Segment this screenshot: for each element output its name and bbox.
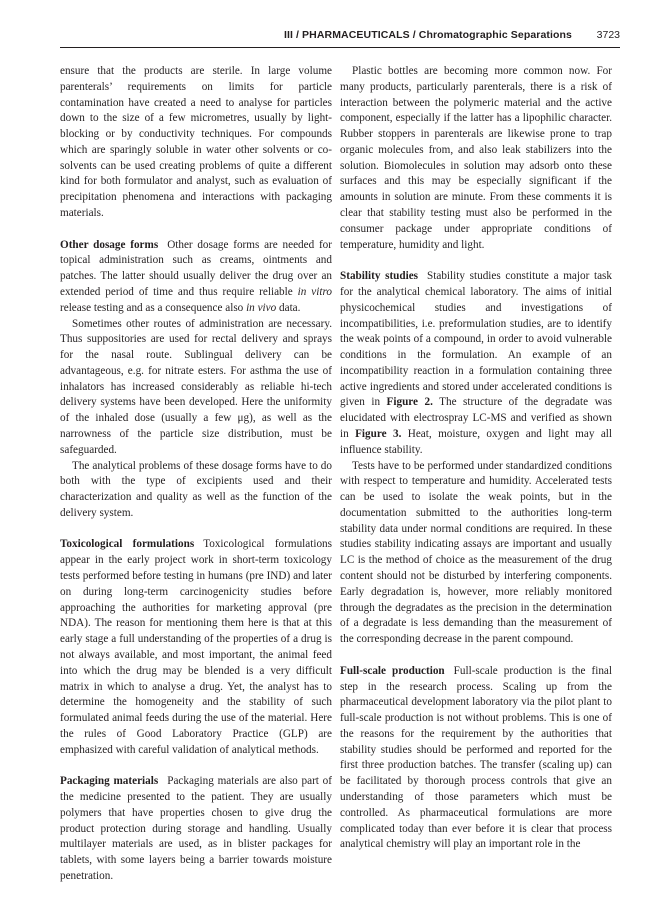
paragraph-packaging-materials: Packaging materials Packaging materials are also part of the medicine presented to the patient. They are usually polymers that have properties chosen to give drug the product protection during storage and handling. Usually multilayer materials are used, as in blister packages for tablets, with some layers being a barrier towards moisture penetration. (60, 775, 332, 882)
figure-3-reference: Figure 3. (355, 427, 402, 440)
right-column (340, 64, 612, 853)
paragraph-analytical-problems: The analytical problems of these dosage forms have to do both with the type of excipients used and their characterization and quality as well as the function of the delivery system. (60, 459, 332, 519)
header-rule (60, 47, 620, 48)
paragraph-routes-of-administration: Sometimes other routes of administration are necessary. Thus suppositories are used for rectal delivery and sprays for the nasal route. Sublingual delivery can be advantageous, e.g. for nitrate esters. For asthma the use of inhalators has increased considerably as reliable hi-tech delivery systems have been developed. Here the uniformity of the inhaled dose (usually a few μg), as well as the narrowness of the particle size distribution, must be safeguarded. (60, 317, 332, 456)
section-heading-stability-studies: Stability studies (340, 270, 419, 283)
paragraph-full-scale-production: Full-scale production Full-scale production is the final step in the research process. Scaling up from the pharmaceutical development laboratory via the pilot plant to full-scale production is not without problems. This is one of the reasons for the requirement by the authorities that stability studies should be performed and reported for the first three production batches. The transfer (scaling up) can be facilitated by thorough process controls that give an understanding of those parameters which must be controlled. As pharmaceutical formulations are more complicated today than ever before it is clear that process analytical chemistry will play an important role in the (340, 664, 612, 851)
paragraph-other-dosage-forms: Other dosage forms Other dosage forms are needed for topical administration such as creams, ointments and patches. The latter should usually deliver the drug over an extended period of time and thus require reliable in vitro release testing and as a consequence also in vivo data. (60, 238, 333, 314)
section-heading-other-dosage-forms: Other dosage forms (60, 238, 159, 251)
paragraph-sterile-products: ensure that the products are sterile. In large volume parenterals’ requirements on limits for particle contamination have created a need to analyse for particles down to the size of a few micrometres, usually by light-blocking or by conductivity techniques. For compounds which are sparingly soluble in water other solvents or co-solvents can be used creating problems of quite a different kind for both formulator and analyst, such as evaluation of precipitation phenomena and interactions with packaging materials. (60, 65, 332, 220)
section-heading-full-scale-production: Full-scale production (340, 664, 445, 677)
paragraph-stability-studies: Stability studies Stability studies constitute a major task for the analytical chemical laboratory. The aims of initial physicochemical studies and investigations of incompatibilities, i.e. preformulation studies, are to identify the weak points of a compound, in order to avoid vulnerable conditions in the formulation. An example of an incompatibility reaction in a formulation containing three active ingredients and stored under accelerated conditions is given in Figure 2. The structure of the degradate was elucidated with electrospray LC-MS and verified as shown in Figure 3. Heat, moisture, oxygen and light may all influence stability. (340, 270, 613, 456)
figure-2-reference: Figure 2. (386, 396, 433, 409)
left-column (60, 64, 332, 885)
page-number: 3723 (596, 29, 620, 41)
paragraph-toxicological-formulations: Toxicological formulations Toxicological formulations appear in the early project work in short-term toxicology tests performed before testing in humans (pre IND) and later on during long-term carcinogenicity studies before approaching the authorities for marketing approval (pre NDA). The reason for mentioning them here is that at this early stage a full understanding of the properties of a drug is not always available, and most important, the animal feed into which the drug may be blended is a very difficult matrix in which to analyse a drug. Yet, the analyst has to determine the homogeneity and the stability of such formulated animal feeds during the use of the material. Here the rules of Good Laboratory Practice (GLP) are emphasized with careful validation of analytical methods. (60, 538, 332, 756)
paragraph-plastic-bottles: Plastic bottles are becoming more common now. For many products, particularly parenterals, there is a risk of interaction between the polymeric material and the active component, especially if the latter has a lipophilic character. Rubber stoppers in parenterals are likewise prone to trap organic molecules from, and also leak stabilizers into the solution. Biomolecules in solution may adsorb onto these surfaces and this may be especially significant if the amounts in solution are minute. From these comments it is clear that stability testing must also be performed in the consumer package under appropriate conditions of temperature, humidity and light. (340, 65, 612, 251)
running-header (60, 29, 620, 47)
paragraph-standardized-tests: Tests have to be performed under standardized conditions with respect to temperature and humidity. Accelerated tests can be used to isolate the weak points, but in the documentation submitted to the authorities long-term stability data under normal conditions are required. In these studies stability indicating assays are important and usually LC is the method of choice as the measurement of the drug content should not be disturbed by interfering components. Early degradation is, however, more reliably monitored through the degradates as the precision in the determination of a degradate is less demanding than the measurement of the corresponding decrease in the parent compound. (340, 459, 612, 646)
section-heading-toxicological-formulations: Toxicological formulations (60, 538, 195, 551)
section-heading-packaging-materials: Packaging materials (60, 775, 159, 788)
running-header-title: III / PHARMACEUTICALS / Chromatographic Separations (283, 29, 572, 41)
